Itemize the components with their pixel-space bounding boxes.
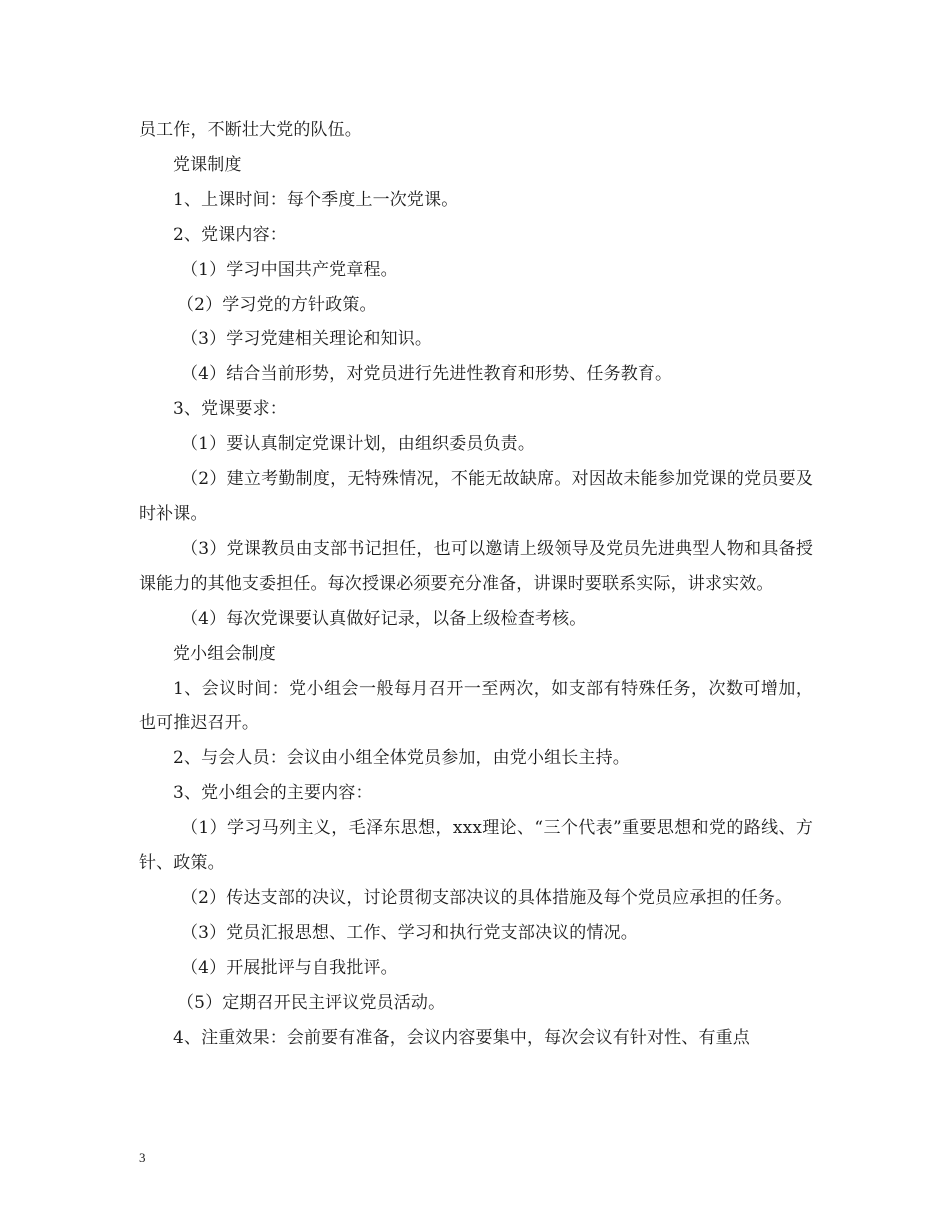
- sub-list-item: （3）党员汇报思想、工作、学习和执行党支部决议的情况。: [181, 922, 638, 943]
- sub-list-item: （4）结合当前形势，对党员进行先进性教育和形势、任务教育。: [181, 364, 673, 385]
- sub-list-item: （2）建立考勤制度，无特殊情况，不能无故缺席。对因故未能参加党课的党员要及时补课。: [139, 469, 813, 524]
- list-item: 2、与会人员：会议由小组全体党员参加，由党小组长主持。: [173, 748, 630, 769]
- list-item: 1、上课时间：每个季度上一次党课。: [173, 189, 459, 210]
- sub-list-item: （1）学习马列主义，毛泽东思想，xxx理论、“三个代表”重要思想和党的路线、方针、政策。: [139, 818, 813, 874]
- sub-list-item: （5）定期召开民主评议党员活动。: [177, 992, 446, 1013]
- sub-list-item: （3）学习党建相关理论和知识。: [181, 329, 433, 350]
- sub-list-item: （4）每次党课要认真做好记录，以备上级检查考核。: [181, 608, 587, 629]
- page-number: 3: [139, 1150, 146, 1165]
- sub-list-item: （1）学习中国共产党章程。: [181, 259, 398, 280]
- sub-list-item: （2）学习党的方针政策。: [177, 294, 377, 315]
- paragraph-continuation: 员工作，不断壮大党的队伍。: [139, 120, 362, 140]
- sub-list-item: （4）开展批评与自我批评。: [181, 957, 398, 978]
- list-item: 3、党课要求：: [173, 399, 287, 420]
- section-heading-party-group: 党小组会制度: [173, 643, 276, 664]
- sub-list-item: （3）党课教员由支部书记担任，也可以邀请上级领导及党员先进典型人物和具备授课能力的其他支委担任。每次授课必须要充分准备，讲课时要联系实际，讲求实效。: [139, 538, 813, 594]
- list-item: 4、注重效果：会前要有准备，会议内容要集中，每次会议有针对性、有重点: [173, 1027, 750, 1048]
- list-item: 3、党小组会的主要内容：: [173, 783, 373, 804]
- sub-list-item: （1）要认真制定党课计划，由组织委员负责。: [181, 434, 535, 455]
- list-item: 2、党课内容：: [173, 224, 287, 245]
- section-heading-party-class: 党课制度: [173, 154, 242, 175]
- document-body: [139, 113, 813, 1055]
- sub-list-item: （2）传达支部的决议，讨论贯彻支部决议的具体措施及每个党员应承担的任务。: [181, 887, 793, 908]
- list-item: 1、会议时间：党小组会一般每月召开一至两次，如支部有特殊任务，次数可增加，也可推迟召开。: [139, 678, 813, 734]
